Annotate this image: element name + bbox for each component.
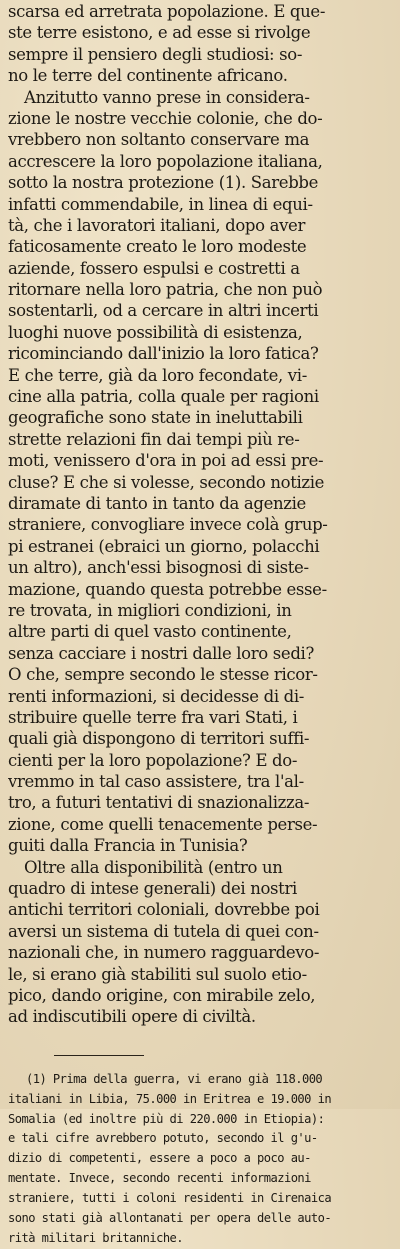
text-line: faticosamente creato le loro modeste	[8, 237, 307, 257]
text-line: senza cacciare i nostri dalle loro sedi?	[8, 643, 314, 663]
text-line: ricominciando dall'inizio la loro fatica?	[8, 344, 319, 364]
text-line: cluse? E che si volesse, secondo notizie	[8, 472, 325, 492]
text-line: sempre il pensiero degli studiosi: so-	[8, 44, 303, 64]
text-line: vremmo in tal caso assistere, tra l'al-	[8, 772, 304, 792]
footnote-line: (1) Prima della guerra, vi erano già 118.000	[26, 1071, 323, 1086]
footnote-line: sono stati già allontanati per opera delle auto-	[8, 1210, 332, 1225]
text-line: geografiche sono state in ineluttabili	[8, 408, 303, 428]
text-line: ste terre esistono, e ad esse si rivolge	[8, 23, 311, 43]
text-line: infatti commendabile, in linea di equi-	[8, 194, 313, 214]
text-line: mazione, quando questa potrebbe esse-	[8, 579, 327, 599]
footnote-line: straniere, tutti i coloni residenti in Cirenaica	[8, 1191, 332, 1206]
text-line: Anzitutto vanno prese in considera-	[24, 87, 310, 107]
text-line: nazionali che, in numero ragguardevo-	[8, 943, 320, 963]
text-line: re trovata, in migliori condizioni, in	[8, 600, 292, 620]
footnote-line: italiani in Libia, 75.000 in Eritrea e 19.000 in	[8, 1091, 332, 1106]
text-line: zione, come quelli tenacemente perse-	[8, 814, 318, 834]
text-line: sostentarli, od a cercare in altri incerti	[8, 301, 319, 321]
text-line: altre parti di quel vasto continente,	[8, 622, 292, 642]
text-line: accrescere la loro popolazione italiana,	[8, 151, 323, 171]
text-line: quali già dispongono di territori suffi-	[8, 729, 310, 749]
text-line: vrebbero non soltanto conservare ma	[8, 130, 310, 150]
footnote-line: e tali cifre avrebbero potuto, secondo il g'u-	[8, 1131, 318, 1146]
text-line: pi estranei (ebraici un giorno, polacchi	[8, 536, 320, 556]
text-line: moti, venissero d'ora in poi ad essi pre-	[8, 451, 324, 471]
text-line: tro, a futuri tentativi di snazionalizza-	[8, 793, 310, 813]
footnote-line: rità militari britanniche.	[8, 1230, 184, 1245]
article-text	[8, 0, 392, 1028]
text-line: O che, sempre secondo le stesse ricor-	[8, 665, 318, 685]
text-line: scarsa ed arretrata popolazione. E que-	[8, 2, 326, 21]
text-line: no le terre del continente africano.	[8, 66, 288, 86]
text-line: E che terre, già da loro fecondate, vi-	[8, 365, 307, 385]
text-line: le, si erano già stabiliti sul suolo etio-	[8, 964, 307, 984]
footnote-line: dizio di competenti, essere a poco a poco au-	[8, 1151, 311, 1166]
text-line: cienti per la loro popolazione? E do-	[8, 750, 298, 770]
text-line: aversi un sistema di tutela di quei con-	[8, 921, 319, 941]
text-line: guiti dalla Francia in Tunisia?	[8, 836, 248, 856]
text-line: tà, che i lavoratori italiani, dopo aver	[8, 215, 306, 235]
text-line: diramate di tanto in tanto da agenzie	[8, 493, 306, 513]
text-line: zione le nostre vecchie colonie, che do-	[8, 108, 323, 128]
footnote-line: Somalia (ed inoltre più di 220.000 in Etiopia):	[8, 1111, 325, 1126]
text-line: quadro di intese generali) dei nostri	[8, 879, 297, 899]
text-line: cine alla patria, colla quale per ragioni	[8, 387, 319, 407]
text-line: sotto la nostra protezione (1). Sarebbe	[8, 173, 319, 193]
text-line: luoghi nuove possibilità di esistenza,	[8, 322, 303, 342]
text-line: ad indiscutibili opere di civiltà.	[8, 1007, 256, 1027]
text-line: renti informazioni, si decidesse di di-	[8, 686, 304, 706]
text-line: Oltre alla disponibilità (entro un	[24, 857, 283, 877]
text-line: ritornare nella loro patria, che non può	[8, 280, 323, 300]
text-line: strette relazioni fin dai tempi più re-	[8, 429, 300, 449]
text-line: aziende, fossero espulsi e costretti a	[8, 258, 300, 278]
text-line: un altro), anch'essi bisognosi di siste-	[8, 558, 309, 578]
text-line: pico, dando origine, con mirabile zelo,	[8, 985, 316, 1005]
footnote-divider	[54, 1055, 144, 1056]
footnote-line: mentate. Invece, secondo recenti informazioni	[8, 1171, 311, 1186]
text-line: antichi territori coloniali, dovrebbe poi	[8, 900, 320, 920]
text-line: straniere, convogliare invece colà grup-	[8, 515, 328, 535]
text-line: stribuire quelle terre fra vari Stati, i	[8, 707, 298, 727]
footnote	[8, 1070, 392, 1249]
